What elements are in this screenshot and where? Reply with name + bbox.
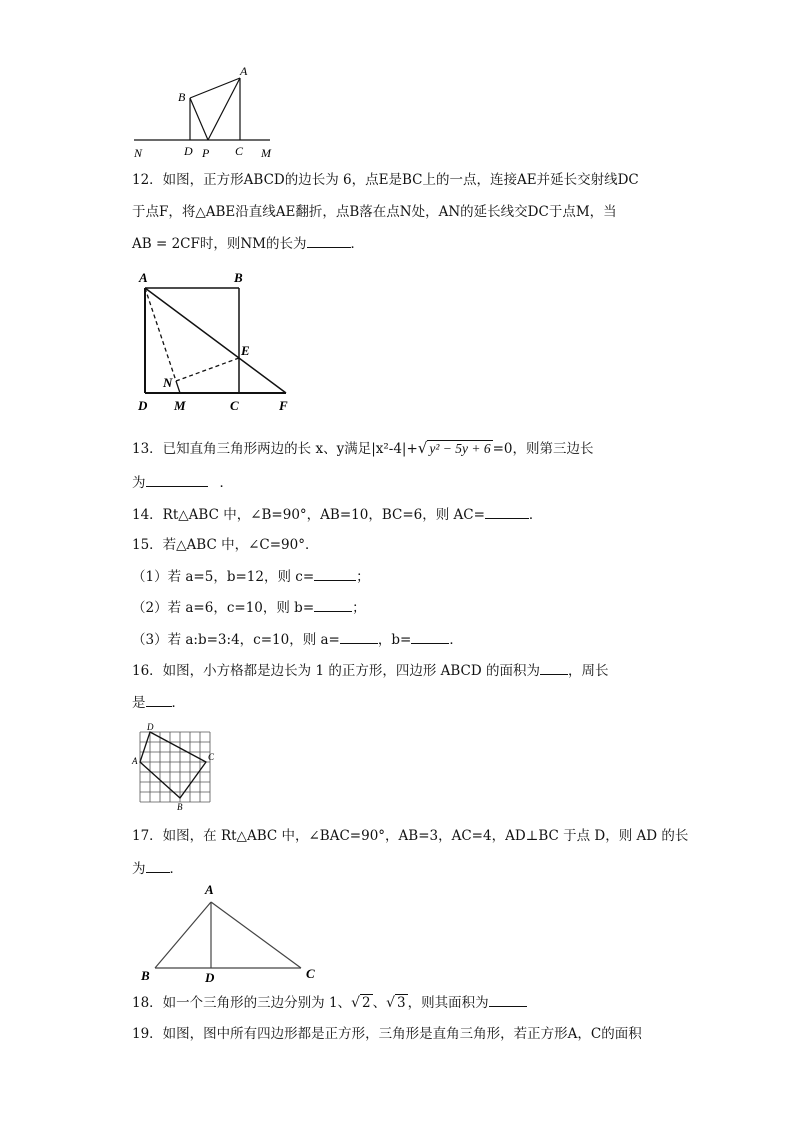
q13-line2: 为 ． <box>132 472 233 493</box>
answer-blank <box>314 597 352 612</box>
q13-line1: 13．已知直角三角形两边的长 x、y满足|x²-4|+√ y² − 5y + 6 =0，则第三边长 <box>132 439 594 457</box>
label-F: F <box>279 398 288 413</box>
label-C: C <box>208 752 215 762</box>
answer-blank <box>146 692 172 707</box>
figure-top <box>128 62 278 162</box>
label-A: A <box>139 270 148 285</box>
q12-line2: 于点F，将△ABE沿直线AE翻折，点B落在点N处，AN的延长线交DC于点M，当 <box>132 204 617 220</box>
q16-line2: 是 ． <box>132 692 185 713</box>
answer-blank <box>146 472 208 487</box>
answer-blank <box>307 233 351 248</box>
label-N: N <box>163 375 173 390</box>
radical: 3 <box>397 995 406 1011</box>
answer-blank <box>540 660 568 675</box>
label-B: B <box>141 968 150 983</box>
q17-line2: 为 ． <box>132 858 183 879</box>
label-B: B <box>234 270 243 285</box>
label-A: A <box>132 756 138 766</box>
answer-blank <box>411 629 449 644</box>
radical: y² − 5y + 6 <box>429 441 491 456</box>
label-D: D <box>147 722 154 732</box>
label-D: D <box>138 398 148 413</box>
q12-line3: AB = 2CF时，则NM的长为 ． <box>132 233 364 254</box>
label-D: D <box>184 144 193 158</box>
radical: 2 <box>361 995 371 1011</box>
q15-part2: （2）若 a=6，c=10，则 b= ； <box>132 597 366 618</box>
q17-line1: 17．如图，在 Rt△ABC 中，∠BAC=90°，AB=3，AC=4，AD⊥BC 于点 D，则 AD 的长 <box>132 828 689 844</box>
label-C: C <box>306 966 315 981</box>
label-B: B <box>177 802 183 812</box>
label-M: M <box>174 398 186 413</box>
label-C: C <box>235 144 244 158</box>
answer-blank <box>485 504 529 519</box>
q12-line3-text: AB = 2CF时，则NM的长为 <box>132 236 307 252</box>
label-D: D <box>205 970 215 985</box>
figure-q17 <box>135 880 325 986</box>
answer-blank <box>146 858 170 873</box>
answer-blank <box>314 566 356 581</box>
label-C: C <box>230 398 239 413</box>
q15-part1: （1）若 a=5，b=12，则 c= ； <box>132 566 370 587</box>
q19-line1: 19．如图，图中所有四边形都是正方形，三角形是直角三角形，若正方形A，C的面积 <box>132 1026 642 1042</box>
figure-q16-grid <box>130 720 220 812</box>
answer-blank <box>340 629 378 644</box>
q15-part3: （3）若 a:b=3:4，c=10，则 a= ，b= ． <box>132 629 463 650</box>
q18: 18．如一个三角形的三边分别为 1、√ 2 、√ 3 ，则其面积为 <box>132 992 527 1013</box>
q14: 14．Rt△ABC 中，∠B=90°，AB=10，BC=6，则 AC= ． <box>132 504 542 525</box>
label-N: N <box>134 146 143 160</box>
label-A: A <box>240 64 248 78</box>
label-M: M <box>261 146 271 160</box>
label-B: B <box>178 90 186 104</box>
q12-line1: 12．如图，正方形ABCD的边长为 6，点E是BC上的一点，连接AE并延长交射线DC <box>132 172 639 188</box>
q16-line1: 16．如图，小方格都是边长为 1 的正方形，四边形 ABCD 的面积为 ，周长 <box>132 660 609 681</box>
label-A: A <box>205 882 214 897</box>
answer-blank <box>489 992 527 1007</box>
figure-q12 <box>130 266 300 416</box>
label-P: P <box>202 146 210 160</box>
q15-stem: 15．若△ABC 中，∠C=90°． <box>132 537 319 553</box>
label-E: E <box>241 343 250 358</box>
